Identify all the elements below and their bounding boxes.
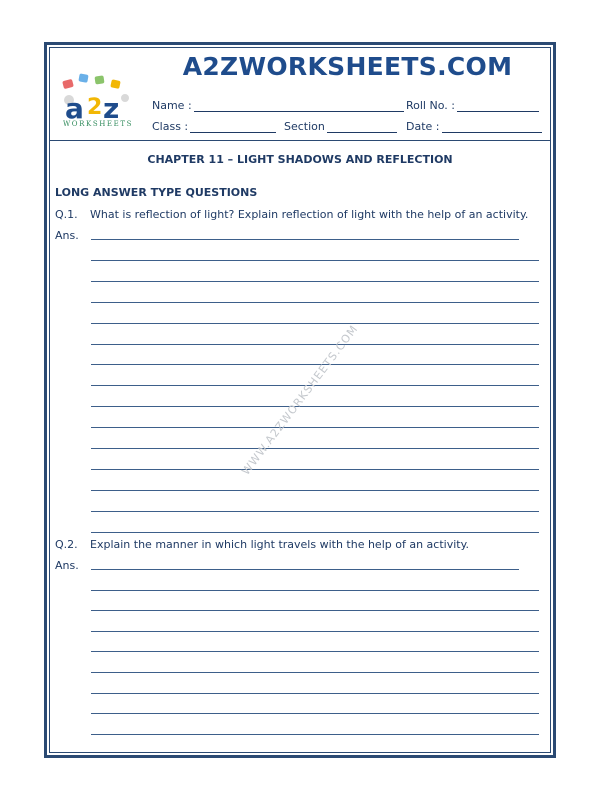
section-line xyxy=(327,122,397,133)
answer-line[interactable] xyxy=(91,693,539,694)
question-1-text: What is reflection of light? Explain reflection of light with the help of an activity. xyxy=(90,208,529,221)
svg-text:z: z xyxy=(103,92,120,125)
name-line xyxy=(194,101,404,112)
section-title: LONG ANSWER TYPE QUESTIONS xyxy=(55,186,258,199)
answer-line[interactable] xyxy=(91,448,539,449)
logo-subtext: WORKSHEETS xyxy=(62,120,134,128)
answer-line[interactable] xyxy=(91,610,539,611)
answer-2-label: Ans. xyxy=(55,559,79,572)
answer-line[interactable] xyxy=(91,260,539,261)
answer-line[interactable] xyxy=(91,569,519,570)
question-2-number: Q.2. xyxy=(55,538,78,551)
roll-line xyxy=(457,101,539,112)
name-field[interactable] xyxy=(152,99,404,112)
answer-line[interactable] xyxy=(91,239,519,240)
chapter-title: CHAPTER 11 – LIGHT SHADOWS AND REFLECTION xyxy=(147,153,453,166)
answer-line[interactable] xyxy=(91,590,539,591)
header-divider xyxy=(49,140,551,141)
answer-line[interactable] xyxy=(91,427,539,428)
question-1-number: Q.1. xyxy=(55,208,78,221)
class-line xyxy=(190,122,276,133)
answer-line[interactable] xyxy=(91,281,539,282)
class-label: Class : xyxy=(152,120,189,133)
date-field[interactable] xyxy=(406,120,542,133)
answer-line[interactable] xyxy=(91,734,539,735)
roll-field[interactable] xyxy=(406,99,539,112)
question-2-text: Explain the manner in which light travels with the help of an activity. xyxy=(90,538,470,551)
date-line xyxy=(442,122,542,133)
name-label: Name : xyxy=(152,99,192,112)
svg-text:2: 2 xyxy=(87,95,103,120)
section-label: Section xyxy=(284,120,325,133)
answer-line[interactable] xyxy=(91,302,539,303)
answer-line[interactable] xyxy=(91,469,539,470)
section-field[interactable] xyxy=(284,120,397,133)
date-label: Date : xyxy=(406,120,440,133)
answer-line[interactable] xyxy=(91,713,539,714)
answer-line[interactable] xyxy=(91,344,539,345)
answer-line[interactable] xyxy=(91,631,539,632)
answer-line[interactable] xyxy=(91,511,539,512)
answer-line[interactable] xyxy=(91,323,539,324)
answer-line[interactable] xyxy=(91,651,539,652)
svg-text:a: a xyxy=(65,92,84,125)
answer-line[interactable] xyxy=(91,364,539,365)
answer-1-label: Ans. xyxy=(55,229,79,242)
roll-label: Roll No. : xyxy=(406,99,455,112)
answer-line[interactable] xyxy=(91,490,539,491)
watermark: WWW.A2ZWORKSHEETS.COM xyxy=(239,322,361,478)
answer-line[interactable] xyxy=(91,406,539,407)
class-field[interactable] xyxy=(152,120,276,133)
answer-line[interactable] xyxy=(91,672,539,673)
site-title: A2ZWORKSHEETS.COM xyxy=(182,52,513,81)
answer-line[interactable] xyxy=(91,532,539,533)
